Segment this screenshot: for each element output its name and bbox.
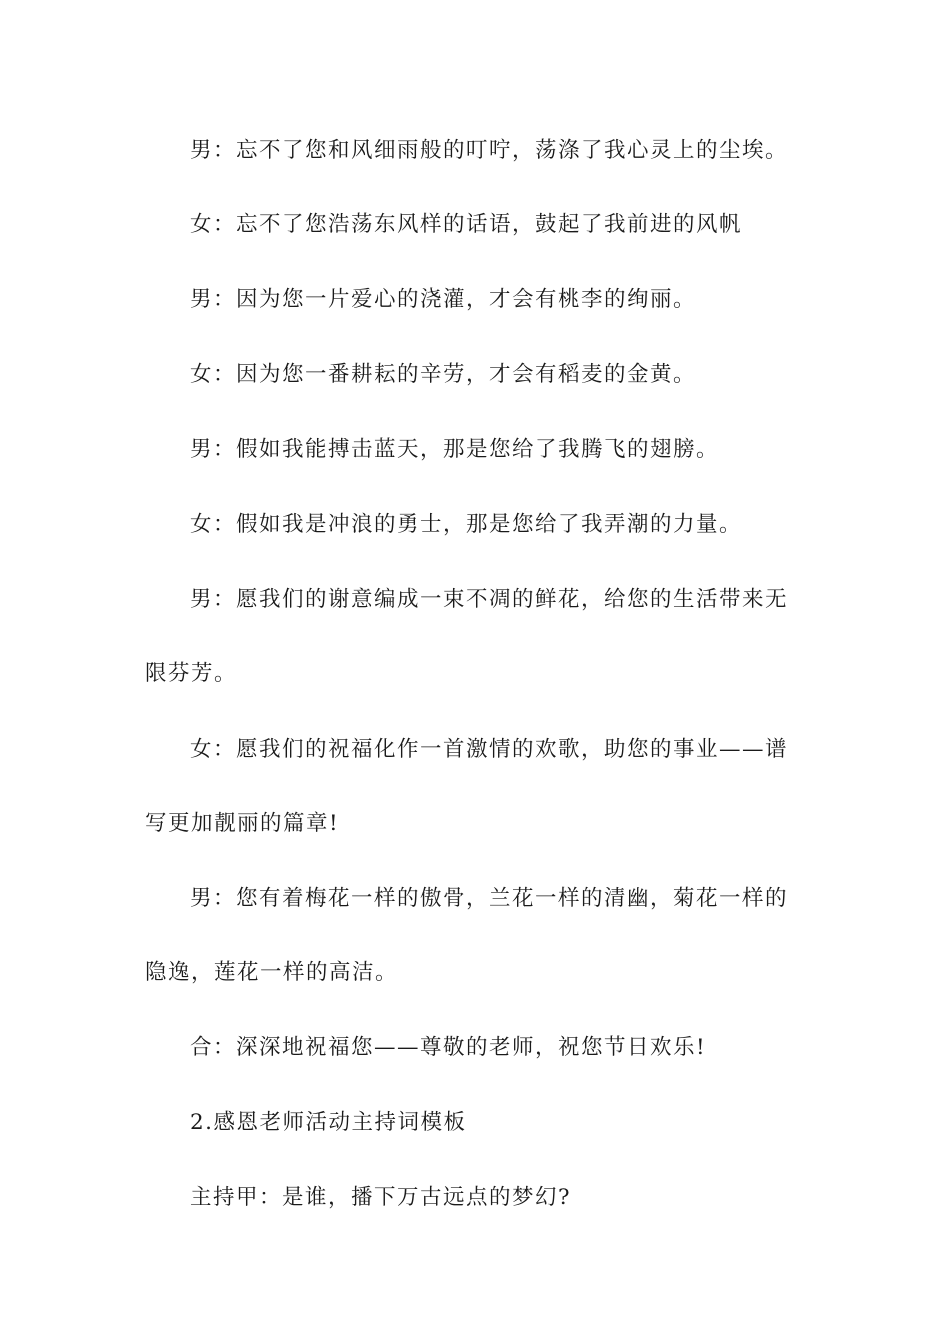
paragraph-4: 女：因为您一番耕耘的辛劳，才会有稻麦的金黄。 [190,362,697,387]
paragraph-6: 女：假如我是冲浪的勇士，那是您给了我弄潮的力量。 [190,512,743,537]
paragraph-7: 男：愿我们的谢意编成一束不凋的鲜花，给您的生活带来无限芬芳。 [145,587,789,686]
section-heading: 2.感恩老师活动主持词模板 [190,1110,467,1135]
paragraph-3: 男：因为您一片爱心的浇灌，才会有桃李的绚丽。 [190,287,697,312]
paragraph-9: 男：您有着梅花一样的傲骨，兰花一样的清幽，菊花一样的隐逸，莲花一样的高洁。 [145,886,789,985]
paragraph-8: 女：愿我们的祝福化作一首激情的欢歌，助您的事业——谱写更加靓丽的篇章! [145,737,789,836]
paragraph-5: 男：假如我能搏击蓝天，那是您给了我腾飞的翅膀。 [190,437,720,462]
paragraph-2: 女：忘不了您浩荡东风样的话语，鼓起了我前进的风帆 [190,212,743,237]
paragraph-1: 男：忘不了您和风细雨般的叮咛，荡涤了我心灵上的尘埃。 [190,138,789,163]
paragraph-11: 主持甲：是谁，播下万古远点的梦幻? [190,1185,572,1210]
paragraph-10: 合：深深地祝福您——尊敬的老师，祝您节日欢乐! [190,1035,707,1060]
